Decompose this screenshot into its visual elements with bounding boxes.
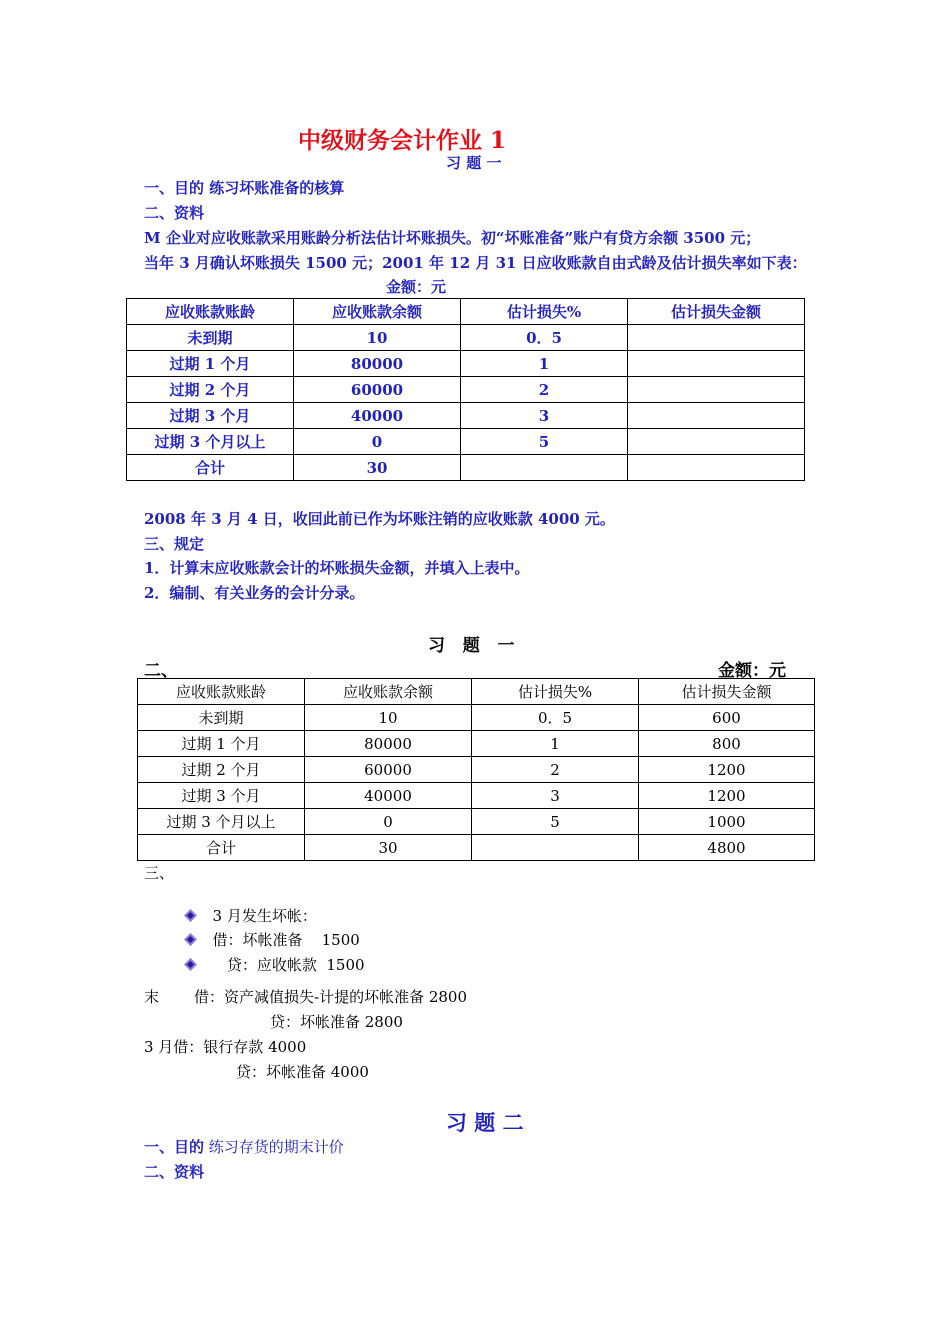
exercise1-para2: 当年 3 月确认坏账损失 1500 元；2001 年 12 月 31 日应收账款自由式龄及估计损失率如下表： [144, 254, 807, 272]
table-row [127, 429, 805, 455]
table-cell: 800 [639, 731, 815, 757]
table-cell: 2 [461, 377, 628, 403]
table-header-cell: 估计损失金额 [628, 299, 805, 325]
table-cell: 未到期 [138, 705, 305, 731]
table-cell: 过期 1 个月 [138, 731, 305, 757]
table-cell: 0 [294, 429, 461, 455]
entry1-prefix: 末 [144, 988, 160, 1006]
table-header-cell: 应收账款余额 [294, 299, 461, 325]
table-cell: 合计 [127, 455, 294, 481]
table-cell: 80000 [305, 731, 472, 757]
entry1-debit: 借：资产减值损失-计提的坏帐准备 2800 [194, 988, 468, 1006]
table-header-cell: 应收账款账龄 [127, 299, 294, 325]
table-cell [628, 377, 805, 403]
entry1-credit: 贷：坏帐准备 2800 [270, 1013, 403, 1031]
table-cell: 1 [472, 731, 639, 757]
table-cell: 1200 [639, 757, 815, 783]
table-row [138, 809, 815, 835]
table-row [127, 403, 805, 429]
page-title: 中级财务会计作业 1 [298, 127, 507, 154]
table-cell: 5 [461, 429, 628, 455]
entry2-credit: 贷：坏帐准备 4000 [236, 1063, 369, 1081]
table-cell: 60000 [305, 757, 472, 783]
exercise1-table [126, 298, 805, 481]
table-cell: 过期 3 个月 [138, 783, 305, 809]
table-row [138, 731, 815, 757]
table-cell: 过期 3 个月 [127, 403, 294, 429]
table-cell: 1200 [639, 783, 815, 809]
list-item [176, 936, 365, 975]
table-cell: 合计 [138, 835, 305, 861]
answer1-section3: 三、 [144, 864, 175, 882]
table-row [138, 835, 815, 861]
table-cell [472, 835, 639, 861]
table-cell: 0 [305, 809, 472, 835]
exercise1-note: 2008 年 3 月 4 日，收回此前已作为坏账注销的应收账款 4000 元。 [144, 510, 615, 528]
diamond-bullet-icon [184, 958, 197, 971]
table-cell: 10 [294, 325, 461, 351]
table-cell: 4800 [639, 835, 815, 861]
table-cell: 过期 2 个月 [138, 757, 305, 783]
table-header-cell: 估计损失% [461, 299, 628, 325]
exercise1-purpose: 一、目的 练习坏账准备的核算 [144, 179, 345, 197]
table-header-row [138, 679, 815, 705]
table-cell [628, 455, 805, 481]
bullet-text: 3 月发生坏帐： [212, 907, 317, 925]
exercise1-data-label: 二、资料 [144, 204, 205, 222]
exercise2-purpose-text: 练习存货的期末计价 [208, 1138, 344, 1156]
answer1-heading: 习 题 一 [428, 636, 515, 656]
table-cell: 40000 [294, 403, 461, 429]
table-cell: 40000 [305, 783, 472, 809]
table-cell: 过期 2 个月 [127, 377, 294, 403]
table-row [127, 325, 805, 351]
table-cell: 30 [305, 835, 472, 861]
exercise1-rule1: 1．计算末应收账款会计的坏账损失金额，并填入上表中。 [144, 559, 530, 577]
table-cell: 60000 [294, 377, 461, 403]
exercise2-heading: 习 题 二 [446, 1110, 524, 1135]
table-cell: 2 [472, 757, 639, 783]
table-header-cell: 估计损失% [472, 679, 639, 705]
table-cell [461, 455, 628, 481]
table-cell: 0．5 [461, 325, 628, 351]
exercise2-purpose-label: 一、目的 [144, 1138, 205, 1156]
exercise1-unit: 金额：元 [386, 278, 447, 296]
table-cell [628, 351, 805, 377]
table-header-row [127, 299, 805, 325]
table-cell: 过期 3 个月以上 [138, 809, 305, 835]
table-cell [628, 429, 805, 455]
table-cell: 未到期 [127, 325, 294, 351]
table-cell: 5 [472, 809, 639, 835]
table-cell: 过期 3 个月以上 [127, 429, 294, 455]
table-cell [628, 403, 805, 429]
table-header-cell: 应收账款账龄 [138, 679, 305, 705]
table-cell: 过期 1 个月 [127, 351, 294, 377]
table-cell: 30 [294, 455, 461, 481]
table-row [138, 705, 815, 731]
exercise1-heading: 习 题 一 [446, 154, 502, 172]
bullet-text: 贷：应收帐款 1500 [212, 956, 365, 974]
table-cell: 600 [639, 705, 815, 731]
table-cell: 3 [472, 783, 639, 809]
table-cell: 10 [305, 705, 472, 731]
exercise1-para1: M 企业对应收账款采用账龄分析法估计坏账损失。初“坏账准备”账户有贷方余额 3500 元； [144, 229, 761, 247]
answer1-section2: 二、 [144, 661, 178, 681]
exercise2-data-label: 二、资料 [144, 1163, 205, 1181]
table-row [138, 783, 815, 809]
table-cell: 3 [461, 403, 628, 429]
answer1-unit: 金额：元 [718, 661, 786, 681]
table-cell: 1 [461, 351, 628, 377]
table-header-cell: 应收账款余额 [305, 679, 472, 705]
entry2-debit: 3 月借：银行存款 4000 [144, 1038, 307, 1056]
exercise2-purpose [144, 1136, 344, 1157]
table-row [127, 455, 805, 481]
table-header-cell: 估计损失金额 [639, 679, 815, 705]
exercise1-rule-label: 三、规定 [144, 535, 205, 553]
table-cell: 0．5 [472, 705, 639, 731]
table-cell: 1000 [639, 809, 815, 835]
answer1-table [137, 678, 815, 861]
exercise1-rule2: 2．编制、有关业务的会计分录。 [144, 584, 365, 602]
bullet-text: 借：坏帐准备 1500 [212, 931, 360, 949]
table-cell [628, 325, 805, 351]
table-row [127, 377, 805, 403]
table-row [127, 351, 805, 377]
table-row [138, 757, 815, 783]
table-cell: 80000 [294, 351, 461, 377]
